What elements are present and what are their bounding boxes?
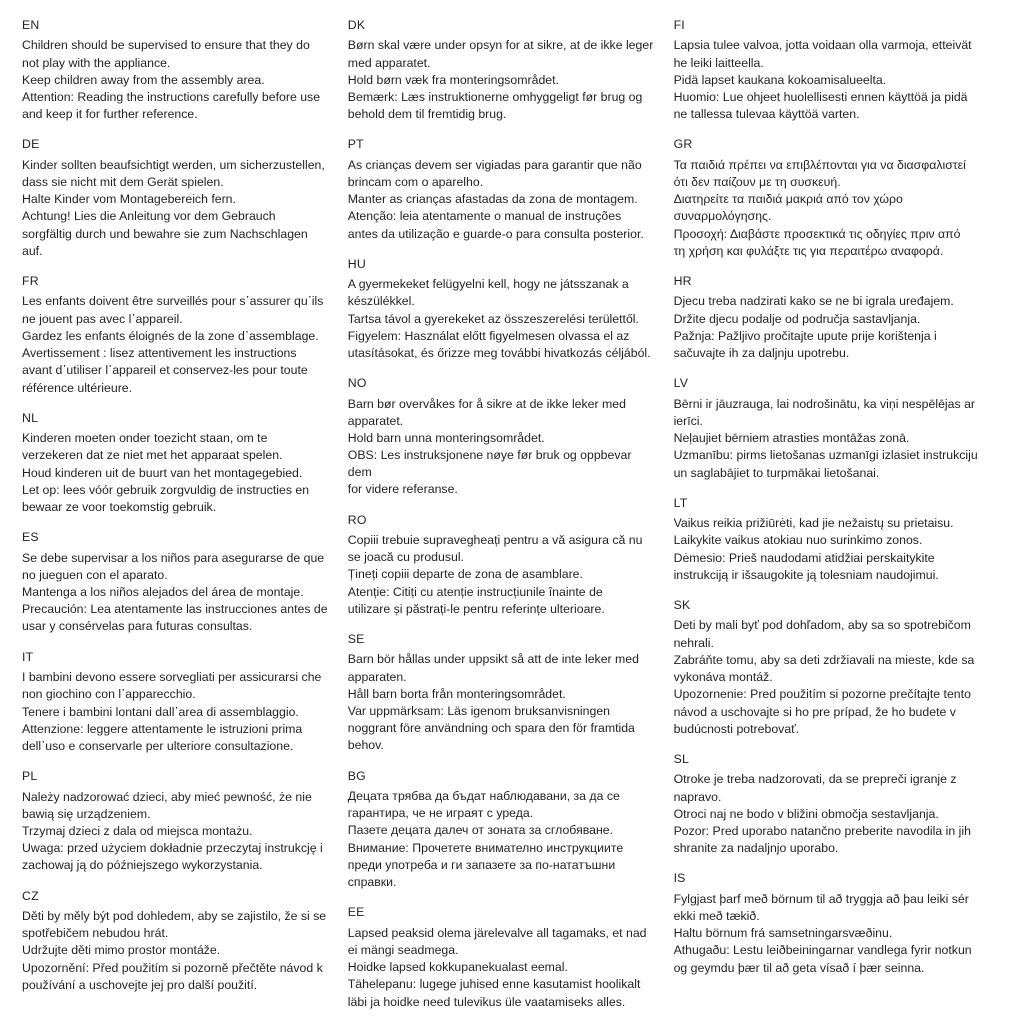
instruction-line: Τα παιδιά πρέπει να επιβλέπονται για να διασφαλιστεί xyxy=(673,157,966,172)
instruction-line: Tartsa távol a gyerekeket az összeszerelési területtől. xyxy=(347,311,639,326)
instruction-text xyxy=(348,651,658,754)
instruction-line: auf. xyxy=(22,243,43,258)
instruction-line: napravo. xyxy=(673,789,722,804)
instruction-line: Haltu börnum frá samsetningarsvæðinu. xyxy=(673,926,893,941)
instruction-line: ne jouent pas avec l᾽appareil. xyxy=(22,311,183,326)
instruction-line: usar y consérvelas para futuras consultas. xyxy=(22,619,253,634)
language-code: SE xyxy=(347,631,365,646)
instruction-line: Bemærk: Læs instruktionerne omhyggeligt før brug og xyxy=(347,90,643,105)
instruction-line: Vaikus reikia prižiūrėti, kad jie nežaistų su prietaisu. xyxy=(673,516,954,531)
instruction-text xyxy=(22,789,332,875)
language-block-de xyxy=(22,137,332,260)
instruction-line: Achtung! Lies die Anleitung vor dem Gebrauch xyxy=(22,209,276,224)
instruction-line: Zabráňte tomu, aby sa deti zdržiavali na mieste, kde sa xyxy=(673,652,975,667)
language-block-lv xyxy=(674,376,998,481)
instruction-line: používání a uschovejte jej pro další použití. xyxy=(22,977,258,992)
instruction-text xyxy=(348,276,658,362)
language-code: FR xyxy=(22,274,39,289)
language-block-pl xyxy=(22,769,332,874)
instruction-text xyxy=(674,617,998,737)
instruction-line: sačuvajte ih za daljnju upotrebu. xyxy=(673,346,850,361)
language-code: CZ xyxy=(22,888,39,903)
instruction-line: bewaar ze voor toekomstig gebruik. xyxy=(22,500,217,515)
language-block-fr xyxy=(22,274,332,397)
instruction-text xyxy=(22,293,332,396)
instruction-line: Προσοχή: Διαβάστε προσεκτικά τις οδηγίες πριν από xyxy=(673,226,961,241)
instruction-line: behov. xyxy=(347,738,384,753)
instruction-line: og geymdu þær til að geta vísað í þær seinna. xyxy=(673,960,925,975)
instruction-line: Hold børn væk fra monteringsområdet. xyxy=(347,72,559,87)
instruction-line: Otroke je treba nadzorovati, da se prepreči igranje z xyxy=(673,772,957,787)
language-block-it xyxy=(22,650,332,755)
instruction-line: Gardez les enfants éloignés de la zone d᾽assemblage. xyxy=(22,328,319,343)
instruction-line: Uwaga: przed użyciem dokładnie przeczytaj instrukcję i xyxy=(22,841,323,856)
language-code: NL xyxy=(22,410,39,425)
language-block-nl xyxy=(22,411,332,516)
instruction-text xyxy=(22,550,332,636)
instruction-line: Hoidke lapsed kokkupanekualast eemal. xyxy=(347,960,568,975)
instruction-line: Țineți copiii departe de zona de asamblare. xyxy=(347,567,583,582)
language-code: RO xyxy=(347,512,367,527)
instruction-line: Mantenga a los niños alejados del área de montaje. xyxy=(22,585,304,600)
instruction-line: Laikykite vaikus atokiau nuo surinkimo zonos. xyxy=(673,533,923,548)
language-code: HU xyxy=(347,256,366,271)
instruction-line: behold dem til fremtidig brug. xyxy=(347,107,507,122)
instruction-line: for videre referanse. xyxy=(347,482,458,497)
instruction-line: dass sie nicht mit dem Gerät spielen. xyxy=(22,175,224,190)
language-block-pt xyxy=(348,137,658,242)
instruction-line: un saglabājiet to turpmākai lietošanai. xyxy=(673,465,880,480)
language-code: SK xyxy=(673,598,691,613)
language-block-no xyxy=(348,376,658,498)
instruction-line: antes da utilização e guarde-o para consulta posterior. xyxy=(347,226,644,241)
instruction-line: Lapsia tulee valvoa, jotta voidaan olla varmoja, etteivät xyxy=(673,38,972,53)
instruction-line: référence ultérieure. xyxy=(22,380,133,395)
language-code: EN xyxy=(22,18,40,32)
instruction-line: Lapsed peaksid olema järelevalve all tagamaks, et nad xyxy=(347,925,647,940)
instruction-line: Les enfants doivent être surveillés pour s᾽assurer qu᾽ils xyxy=(22,294,324,309)
instruction-line: справки. xyxy=(347,875,397,890)
instruction-line: verzekeren dat ze niet met het apparaat spelen. xyxy=(22,448,283,463)
language-block-sk xyxy=(674,598,998,738)
instruction-line: utasításokat, és őrizze meg további hivatkozás céljából. xyxy=(347,346,651,361)
language-block-ro xyxy=(348,513,658,618)
instruction-line: Houd kinderen uit de buurt van het montagegebied. xyxy=(22,465,303,480)
instruction-line: ότι δεν παίζουν με τη συσκευή. xyxy=(673,175,841,190)
instruction-text xyxy=(674,157,998,260)
language-block-dk xyxy=(348,18,658,123)
instruction-text xyxy=(22,157,332,260)
instruction-line: Precaución: Lea atentamente las instrucciones antes de xyxy=(22,602,328,617)
instruction-text xyxy=(22,37,332,123)
instruction-line: non giochino con l᾽apparecchio. xyxy=(22,687,196,702)
instruction-line: dell᾽uso e conservarle per ulteriore consultazione. xyxy=(22,738,294,753)
instruction-text xyxy=(674,396,998,482)
instruction-line: noggrant före användning och spara den för framtida xyxy=(347,721,635,736)
language-block-ee xyxy=(348,905,658,1010)
instruction-line: nehrali. xyxy=(673,635,714,650)
instruction-text xyxy=(674,293,998,361)
instruction-line: As crianças devem ser vigiadas para garantir que não xyxy=(347,157,642,172)
instruction-line: Bērni ir jāuzrauga, lai nodrošinātu, ka viņi nespēlējas ar xyxy=(673,396,976,411)
instruction-line: sorgfältig durch und bewahre sie zum Nachschlagen xyxy=(22,226,308,241)
instruction-line: bawią się urządzeniem. xyxy=(22,806,151,821)
instruction-line: Deti by mali byť pod dohľadom, aby sa so spotrebičom xyxy=(673,618,971,633)
language-code: HR xyxy=(673,274,692,289)
instruction-text xyxy=(348,925,658,1011)
language-code: PT xyxy=(347,137,364,152)
instruction-line: Keep children away from the assembly area. xyxy=(22,72,265,87)
instruction-line: Otroci naj ne bodo v bližini območja sestavljanja. xyxy=(673,806,939,821)
language-code: LT xyxy=(673,495,688,510)
instruction-line: he leiki laitteella. xyxy=(673,55,764,70)
instruction-line: spotřebičem nebudou hrát. xyxy=(22,926,169,941)
instruction-line: Fylgjast þarf með börnum til að tryggja að þau leiki sér xyxy=(673,891,969,906)
instruction-line: Hold barn unna monteringsområdet. xyxy=(347,431,545,446)
instruction-line: A gyermekeket felügyelni kell, hogy ne játsszanak a xyxy=(347,277,629,292)
instruction-line: Διατηρείτε τα παιδιά μακριά από τον χώρο xyxy=(673,192,903,207)
language-column-1 xyxy=(22,18,348,1008)
instruction-line: apparatet. xyxy=(347,413,404,428)
instruction-line: se joacă cu produsul. xyxy=(347,550,464,565)
instruction-line: Tähelepanu: lugege juhised enne kasutamist hoolikalt xyxy=(347,977,641,992)
instruction-line: and keep it for further reference. xyxy=(22,107,198,122)
instruction-line: Var uppmärksam: Läs igenom bruksanvisningen xyxy=(347,704,611,718)
language-block-lt xyxy=(674,496,998,584)
instruction-text xyxy=(348,37,658,123)
instruction-line: гарантира, че не играят с уреда. xyxy=(347,806,534,821)
instruction-line: τη χρήση και φυλάξτε τις για περαιτέρω αναφορά. xyxy=(673,243,944,258)
instruction-text xyxy=(22,430,332,516)
language-column-2 xyxy=(348,18,674,1025)
instruction-line: I bambini devono essere sorvegliati per assicurarsi che xyxy=(22,670,322,685)
language-code: IT xyxy=(22,649,34,664)
instruction-line: Figyelem: Használat előtt figyelmesen olvassa el az xyxy=(347,328,630,343)
instruction-line: ei mängi seadmega. xyxy=(347,942,459,957)
instruction-line: budúcnosti potrebovať. xyxy=(673,721,800,736)
language-code: SL xyxy=(673,751,690,766)
language-code: NO xyxy=(347,376,367,391)
language-block-se xyxy=(348,632,658,755)
instruction-text xyxy=(348,532,658,618)
instruction-line: Atenção: leia atentamente o manual de instruções xyxy=(347,209,622,224)
instruction-line: Children should be supervised to ensure that they do xyxy=(22,38,310,53)
instruction-line: συναρμολόγησης. xyxy=(673,209,772,224)
language-code: BG xyxy=(347,768,366,783)
language-code: EE xyxy=(347,905,365,920)
instruction-line: Copiii trebuie supravegheați pentru a vă asigura că nu xyxy=(347,532,643,547)
instruction-line: Neļaujiet bērniem atrasties montāžas zonā. xyxy=(673,431,910,446)
instruction-line: instrukciją ir išsaugokite ją tolesniam naudojimui. xyxy=(673,567,939,582)
instruction-text xyxy=(22,908,332,994)
instruction-line: shranite za nadaljnjo uporabo. xyxy=(673,841,839,856)
instruction-line: brincam com o aparelho. xyxy=(347,175,484,190)
instruction-line: ekki með tækið. xyxy=(673,908,760,923)
instruction-line: avant d᾽utiliser l᾽appareil et conservez-les pour toute xyxy=(22,363,308,378)
instruction-line: Børn skal være under opsyn for at sikre, at de ikke leger xyxy=(347,38,654,53)
instruction-line: Tenere i bambini lontani dall᾽area di assemblaggio. xyxy=(22,704,299,719)
instruction-line: Děti by měly být pod dohledem, aby se zajistilo, že si se xyxy=(22,908,327,923)
language-block-cz xyxy=(22,889,332,994)
language-block-hr xyxy=(674,274,998,362)
instruction-line: Barn bør overvåkes for å sikre at de ikke leker med xyxy=(347,396,626,411)
instruction-line: Децата трябва да бъдат наблюдавани, за да се xyxy=(347,789,620,804)
instruction-line: Pidä lapset kaukana kokoamisalueelta. xyxy=(673,72,887,87)
instruction-line: zachowaj ją do późniejszego wykorzystania. xyxy=(22,858,263,873)
instruction-line: OBS: Les instruksjonene nøye før bruk og oppbevar dem xyxy=(347,448,632,480)
language-code: GR xyxy=(673,137,693,152)
language-code: LV xyxy=(673,376,689,391)
instruction-text xyxy=(674,37,998,123)
language-code: IS xyxy=(673,871,686,886)
instruction-line: Trzymaj dzieci z dala od miejsca montażu. xyxy=(22,823,253,838)
language-block-sl xyxy=(674,752,998,857)
language-column-3 xyxy=(674,18,1002,991)
instruction-line: készülékkel. xyxy=(347,294,415,309)
instruction-line: ne tallessa tulevaa käyttöä varten. xyxy=(673,107,860,122)
instruction-line: Se debe supervisar a los niños para asegurarse de que xyxy=(22,550,325,565)
instruction-line: vykonáva montáž. xyxy=(673,670,773,685)
language-block-bg xyxy=(348,769,658,892)
instruction-text xyxy=(348,396,658,498)
language-block-en xyxy=(22,18,332,123)
instruction-line: utilizare și păstrați-le pentru referințe ulterioare. xyxy=(347,601,605,616)
instruction-line: no jueguen con el aparato. xyxy=(22,567,168,582)
instruction-line: Let op: lees vóór gebruik zorgvuldig de instructies en xyxy=(22,482,310,497)
instruction-line: ierīci. xyxy=(673,413,703,428)
instruction-line: apparaten. xyxy=(347,669,407,684)
instruction-text xyxy=(674,515,998,583)
instruction-line: Halte Kinder vom Montagebereich fern. xyxy=(22,192,236,207)
language-block-hu xyxy=(348,257,658,362)
instruction-line: Avertissement : lisez attentivement les instructions xyxy=(22,346,297,361)
instruction-line: Håll barn borta från monteringsområdet. xyxy=(347,686,566,701)
instruction-text xyxy=(348,788,658,891)
instruction-line: Kinder sollten beaufsichtigt werden, um sicherzustellen, xyxy=(22,157,325,172)
instruction-line: läbi ja hoidke need tulevikus üle vaatamiseks alles. xyxy=(347,994,626,1009)
instruction-text xyxy=(674,771,998,857)
instruction-line: Athugaðu: Lestu leiðbeiningarnar vandlega fyrir notkun xyxy=(673,943,972,958)
instruction-line: Upozornenie: Pred použitím si pozorne prečítajte tento xyxy=(673,687,971,702)
instruction-line: Dėmesio: Prieš naudodami atidžiai perskaitykite xyxy=(673,550,935,565)
language-code: PL xyxy=(22,769,38,784)
instruction-line: not play with the appliance. xyxy=(22,55,171,70)
instruction-line: Attenzione: leggere attentamente le istruzioni prima xyxy=(22,721,303,736)
language-code: ES xyxy=(22,530,39,545)
instruction-line: Upozornění: Před použitím si pozorně přečtěte návod k xyxy=(22,960,323,975)
instruction-line: Należy nadzorować dzieci, aby mieć pewność, że nie xyxy=(22,789,312,804)
instruction-line: Kinderen moeten onder toezicht staan, om te xyxy=(22,431,268,446)
instruction-line: Djecu treba nadzirati kako se ne bi igrala uređajem. xyxy=(673,294,954,309)
instruction-line: Atenție: Citiți cu atenție instrucțiunile înainte de xyxy=(347,584,603,599)
instruction-line: Manter as crianças afastadas da zona de montagem. xyxy=(347,192,638,207)
instruction-text xyxy=(348,157,658,243)
instruction-line: Udržujte děti mimo prostor montáže. xyxy=(22,943,221,958)
language-code: DE xyxy=(22,137,40,152)
language-block-is xyxy=(674,871,998,976)
instruction-line: Uzmanību: pirms lietošanas uzmanīgi izlasiet instrukciju xyxy=(673,448,978,463)
instruction-line: med apparatet. xyxy=(347,55,431,70)
language-code: DK xyxy=(347,18,366,32)
instruction-line: Внимание: Прочетете внимателно инструкциите xyxy=(347,840,624,855)
instruction-text xyxy=(22,669,332,755)
instruction-line: преди употреба и ги запазете за по-нататъшни xyxy=(347,857,616,872)
language-code: FI xyxy=(673,18,685,32)
instruction-line: Držite djecu podalje od područja sastavljanja. xyxy=(673,311,921,326)
instruction-line: Barn bör hållas under uppsikt så att de inte leker med xyxy=(347,652,639,667)
instruction-line: Huomio: Lue ohjeet huolellisesti ennen käyttöä ja pidä xyxy=(673,90,968,105)
language-block-es xyxy=(22,530,332,635)
instruction-line: Pozor: Pred uporabo natančno preberite navodila in jih xyxy=(673,823,971,838)
instruction-line: Pažnja: Pažljivo pročitajte upute prije korištenja i xyxy=(673,328,937,343)
instruction-line: Пазете децата далеч от зоната за сглобяване. xyxy=(347,823,614,838)
language-block-gr xyxy=(674,137,998,260)
instruction-text xyxy=(674,891,998,977)
language-block-fi xyxy=(674,18,998,123)
instruction-line: Attention: Reading the instructions carefully before use xyxy=(22,90,321,105)
instruction-line: návod a uschovajte si ho pre prípad, že ho budete v xyxy=(673,704,956,719)
